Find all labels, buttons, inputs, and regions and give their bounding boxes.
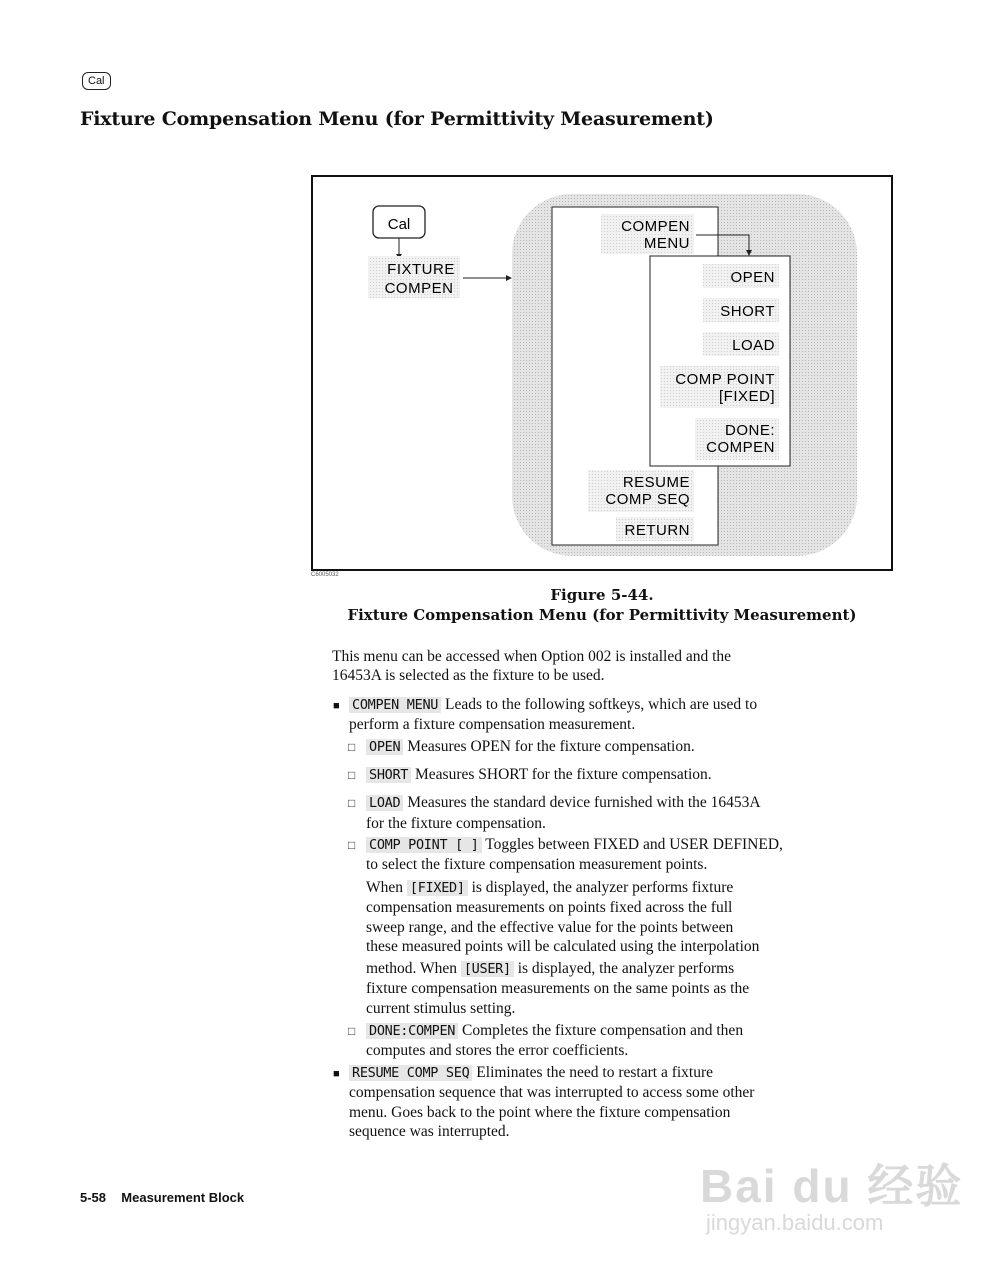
figure-number: Figure 5-44. — [550, 586, 654, 604]
done-compen-line1: DONE: — [724, 422, 775, 439]
open-key: OPEN — [366, 739, 403, 755]
load-key: LOAD — [366, 795, 403, 811]
resume-item — [349, 1063, 713, 1083]
resume-desc-line4: sequence was interrupted. — [349, 1123, 510, 1140]
load-desc-line2: for the fixture compensation. — [366, 815, 546, 832]
figure-title: Fixture Compensation Menu (for Permittivity Measurement) — [347, 606, 857, 624]
short-desc: Measures SHORT for the fixture compensation. — [415, 766, 712, 783]
compen-menu-key: COMPEN MENU — [349, 697, 441, 713]
open-softkey-label: OPEN — [730, 269, 775, 286]
resume-line2: COMP SEQ — [605, 491, 690, 508]
comp-point-para-line4: these measured points will be calculated using the interpolation — [366, 938, 760, 955]
bullet: ■ — [333, 700, 340, 712]
open-item — [366, 737, 695, 757]
figure-id: C6005032 — [311, 572, 339, 578]
when-text: When — [366, 879, 404, 896]
bullet: ■ — [333, 1068, 340, 1080]
sub-bullet: □ — [348, 768, 356, 782]
fixture-compen-line1: FIXTURE — [387, 261, 455, 278]
compen-menu-desc: Leads to the following softkeys, which are used to — [444, 696, 758, 713]
load-item — [366, 793, 761, 813]
done-desc: Completes the fixture compensation and then — [461, 1022, 744, 1039]
method-when-text: method. When — [366, 960, 457, 977]
comp-point-key: COMP POINT [ ] — [366, 837, 482, 853]
compen-menu-item — [349, 695, 757, 715]
done-desc-line2: computes and stores the error coefficients. — [366, 1042, 629, 1059]
cal-hardkey: Cal — [82, 72, 111, 90]
resume-desc-line3: menu. Goes back to the point where the fixture compensation — [349, 1104, 731, 1121]
compen-menu-desc-line2: perform a fixture compensation measurement. — [349, 716, 636, 733]
fixture-compen-line2: COMPEN — [384, 280, 454, 297]
sub-bullet: □ — [348, 796, 356, 810]
sub-bullet: □ — [348, 1024, 356, 1038]
user-desc: is displayed, the analyzer performs — [517, 960, 735, 977]
fixed-desc: is displayed, the analyzer performs fixture — [471, 879, 734, 896]
resume-desc-line2: compensation sequence that was interrupted to access some other — [349, 1084, 755, 1101]
compen-menu-line1: COMPEN — [621, 218, 690, 235]
open-desc: Measures OPEN for the fixture compensation. — [407, 738, 695, 755]
menu-diagram-svg — [313, 177, 891, 569]
return-softkey-label: RETURN — [624, 522, 690, 539]
watermark-url: jingyan.baidu.com — [706, 1210, 884, 1235]
cal-key-label: Cal — [387, 216, 411, 233]
compen-menu-line2: MENU — [643, 235, 690, 252]
comp-point-line1: COMP POINT — [675, 371, 775, 388]
load-desc: Measures the standard device furnished with the 16453A — [407, 794, 761, 811]
comp-point-para-line1 — [366, 878, 733, 898]
page-number: 5-58 — [80, 1190, 107, 1205]
load-softkey-label: LOAD — [732, 337, 775, 354]
comp-point-desc-line2: to select the fixture compensation measurement points. — [366, 856, 708, 873]
user-key: [USER] — [461, 961, 514, 977]
comp-point-para-line6: fixture compensation measurements on the same points as the — [366, 980, 750, 997]
comp-point-item — [366, 835, 783, 855]
sub-bullet: □ — [348, 740, 356, 754]
comp-point-para-line7: current stimulus setting. — [366, 1000, 516, 1017]
resume-line1: RESUME — [622, 474, 690, 491]
comp-point-para-line5 — [366, 959, 734, 979]
comp-point-line2: [FIXED] — [718, 388, 775, 405]
intro-line2: 16453A is selected as the fixture to be used. — [332, 667, 605, 684]
fixed-key: [FIXED] — [407, 880, 468, 896]
menu-diagram — [311, 175, 893, 571]
section-name: Measurement Block — [121, 1190, 245, 1205]
done-compen-line2: COMPEN — [706, 439, 775, 456]
done-item — [366, 1021, 743, 1041]
section-title: Fixture Compensation Menu (for Permittivity Measurement) — [80, 108, 714, 130]
comp-point-para-line2: compensation measurements on points fixed across the full — [366, 899, 733, 916]
short-key: SHORT — [366, 767, 411, 783]
short-item — [366, 765, 712, 785]
intro-line1: This menu can be accessed when Option 002 is installed and the — [332, 648, 732, 665]
resume-comp-seq-key: RESUME COMP SEQ — [349, 1065, 472, 1081]
watermark-logo: Bai du 经验 — [700, 1160, 964, 1212]
comp-point-desc: Toggles between FIXED and USER DEFINED, — [485, 836, 783, 853]
short-softkey-label: SHORT — [720, 303, 775, 320]
page-footer — [80, 1190, 244, 1205]
done-compen-key: DONE:COMPEN — [366, 1023, 458, 1039]
sub-bullet: □ — [348, 838, 356, 852]
comp-point-para-line3: sweep range, and the effective value for the points between — [366, 919, 734, 936]
resume-desc: Eliminates the need to restart a fixture — [476, 1064, 714, 1081]
